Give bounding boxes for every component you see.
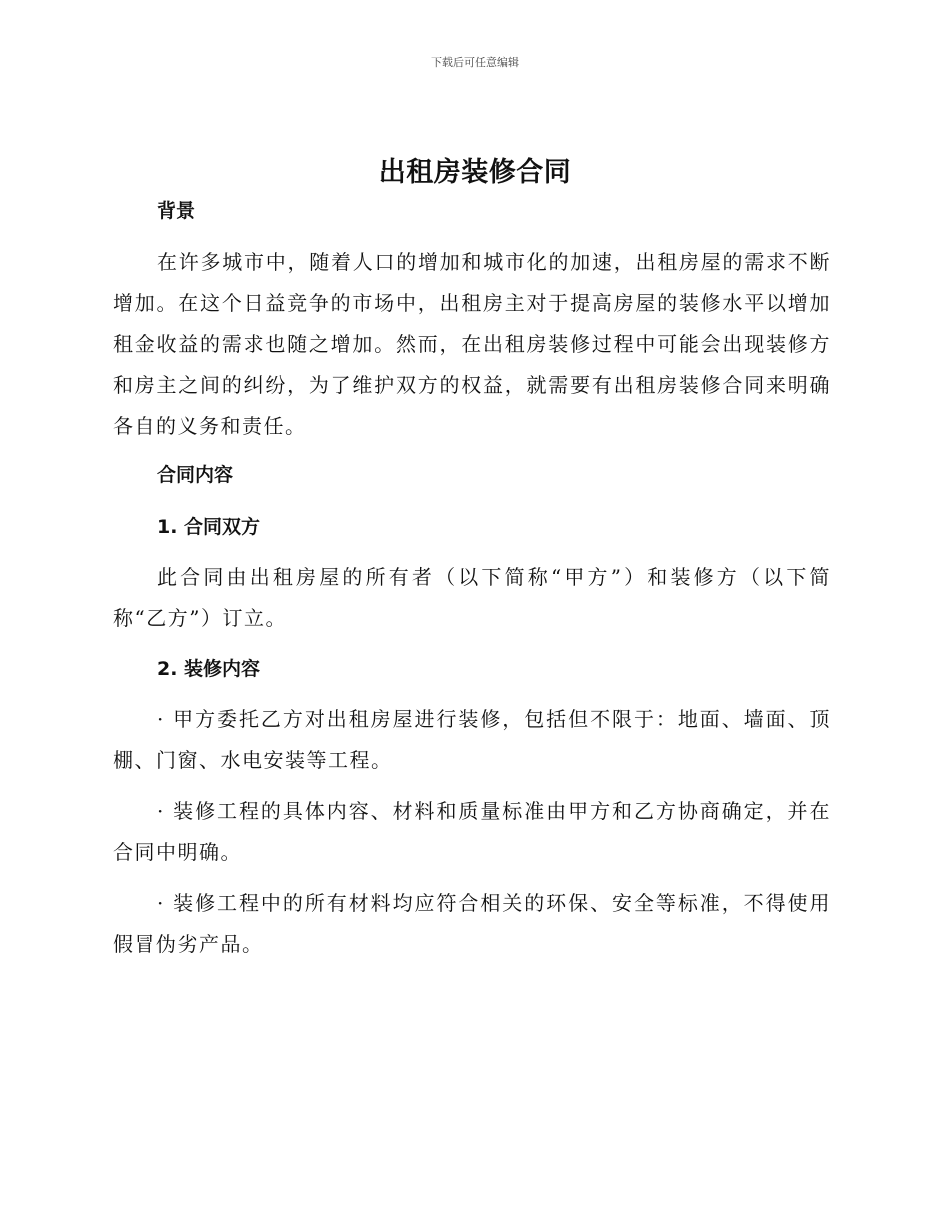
bullet-item: · 装修工程的具体内容、材料和质量标准由甲方和乙方协商确定，并在合同中明确。 [113, 799, 831, 864]
section-heading-parties: 1. 合同双方 [157, 516, 261, 538]
section-heading-contract-content: 合同内容 [157, 464, 234, 486]
page-header-note: 下载后可任意编辑 [431, 56, 519, 69]
document-body [113, 196, 831, 965]
section-heading-background: 背景 [157, 200, 196, 222]
bullet-item: · 装修工程中的所有材料均应符合相关的环保、安全等标准，不得使用假冒伪劣产品。 [113, 891, 831, 956]
background-paragraph: 在许多城市中，随着人口的增加和城市化的加速，出租房屋的需求不断增加。在这个日益竞争的市场中，出租房主对于提高房屋的装修水平以增加租金收益的需求也随之增加。然而，在出租房装修过程中可能会出现装修方和房主之间的纠纷，为了维护双方的权益，就需要有出租房装修合同来明确各自的义务和责任。 [113, 250, 831, 438]
section-heading-decoration-content: 2. 装修内容 [157, 658, 261, 680]
bullet-item: · 甲方委托乙方对出租房屋进行装修，包括但不限于：地面、墙面、顶棚、门窗、水电安装等工程。 [113, 707, 831, 772]
document-title: 出租房装修合同 [378, 157, 572, 188]
parties-paragraph: 此合同由出租房屋的所有者（以下简称“甲方”）和装修方（以下简称“乙方”）订立。 [113, 565, 831, 630]
